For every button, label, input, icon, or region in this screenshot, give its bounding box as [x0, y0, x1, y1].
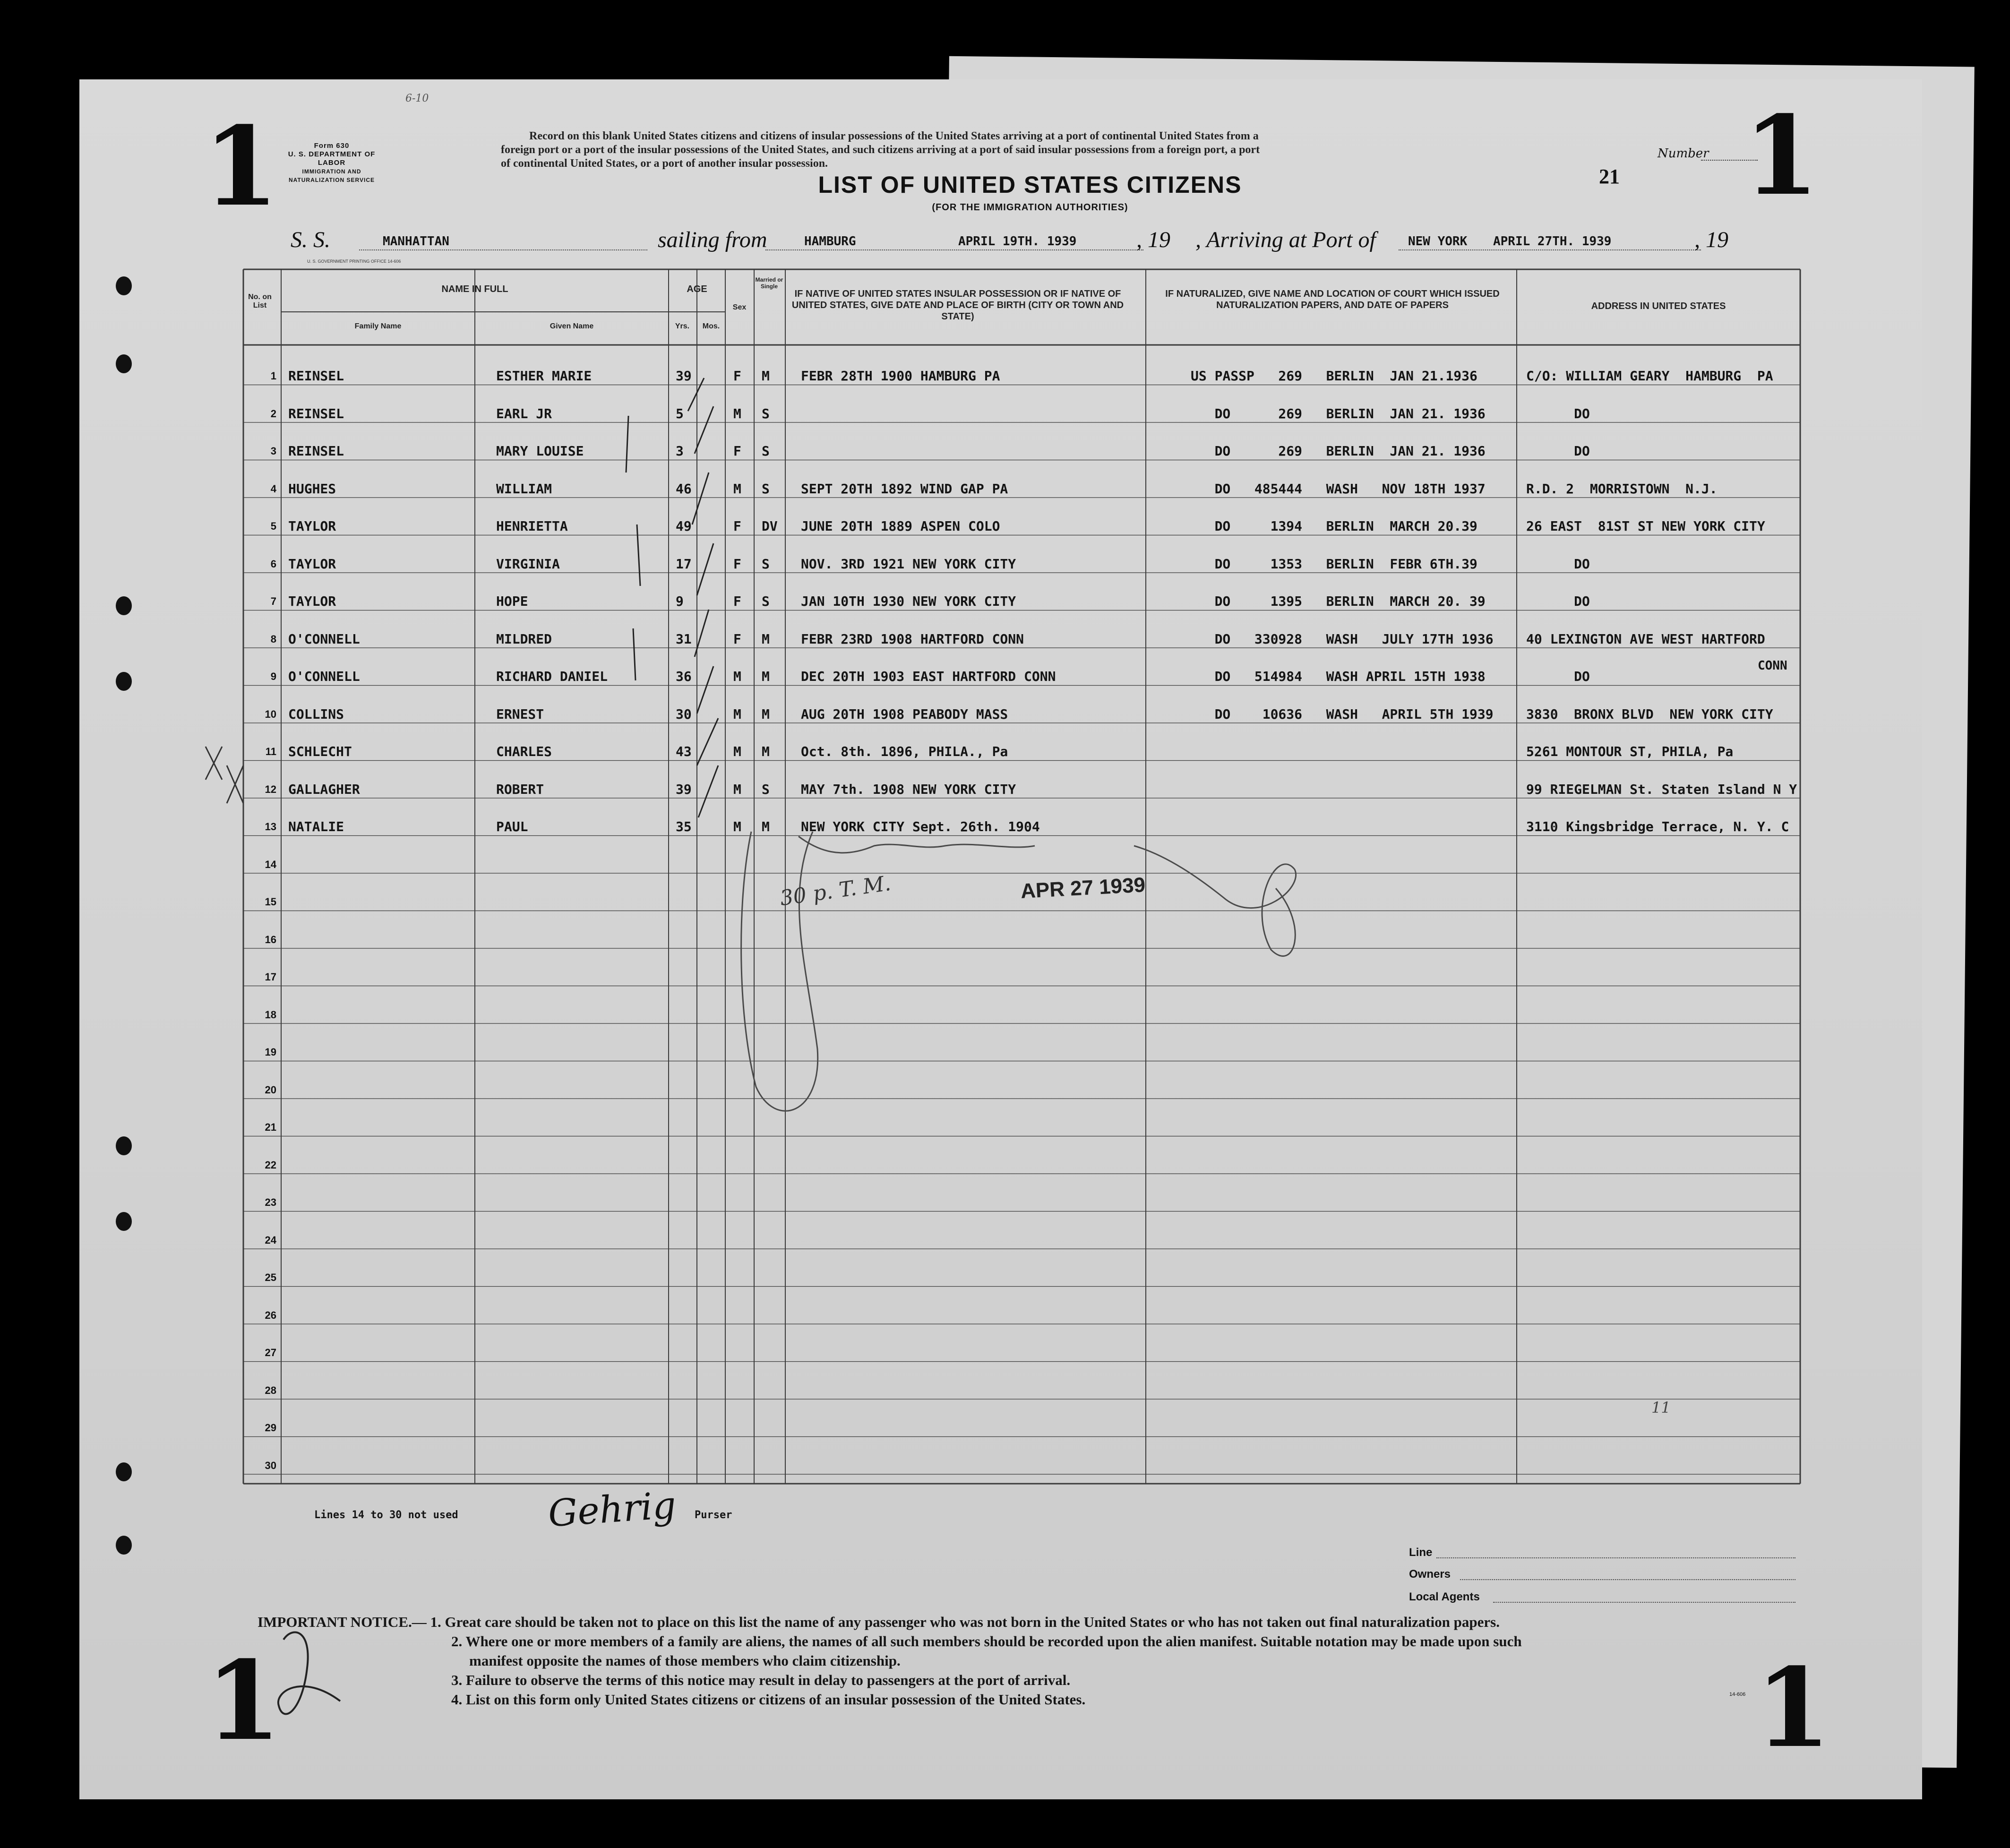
instruction-line: foreign port or a port of the insular possessions of the United States, and such citizens arriving at a port of said insular possessions from a foreign port, a port: [501, 144, 1260, 156]
sex: M: [733, 481, 741, 497]
corner-number-top-right: 1: [1744, 92, 1820, 220]
given-name: PAUL: [496, 819, 528, 834]
page-title: LIST OF UNITED STATES CITIZENS: [818, 172, 1242, 198]
ship-name: MANHATTAN: [383, 234, 449, 249]
row-number: 16: [265, 933, 276, 945]
row-number: 25: [265, 1272, 276, 1283]
row-number: 19: [265, 1046, 276, 1058]
marital-status: DV: [762, 518, 778, 534]
row-number: 29: [265, 1422, 276, 1434]
row-number: 9: [270, 670, 276, 682]
sex: F: [733, 593, 741, 609]
header-naturalization: IF NATURALIZED, GIVE NAME AND LOCATION OF COURT WHICH ISSUED NATURALIZATION PAPERS, AND DATE OF PAPERS: [1165, 289, 1500, 310]
print-code: U. S. GOVERNMENT PRINTING OFFICE 14-606: [307, 259, 401, 264]
marital-status: M: [762, 631, 770, 647]
age-years: 36: [676, 669, 692, 684]
given-name: ROBERT: [496, 781, 544, 797]
family-name: TAYLOR: [288, 593, 336, 609]
header-place-of-birth: IF NATIVE OF UNITED STATES INSULAR POSSESSION OR IF NATIVE OF UNITED STATES, GIVE DATE AND PLACE OF BIRTH (CITY OR TOWN AND STATE): [791, 289, 1124, 322]
family-name: O'CONNELL: [288, 669, 360, 684]
family-name: SCHLECHT: [288, 744, 352, 759]
us-address: DO: [1526, 405, 1590, 421]
row-number: 4: [270, 482, 276, 495]
given-name: ESTHER MARIE: [496, 368, 592, 384]
naturalization-info: DO 269 BERLIN JAN 21. 1936: [1191, 443, 1486, 459]
owners-label: Owners: [1409, 1568, 1451, 1581]
given-name: CHARLES: [496, 744, 552, 759]
place-of-birth: FEBR 28TH 1900 HAMBURG PA: [801, 368, 1000, 384]
arrival-stamp: APR 27 1939: [1020, 873, 1146, 903]
naturalization-info: DO 514984 WASH APRIL 15TH 1938: [1191, 669, 1486, 684]
place-of-birth: Oct. 8th. 1896, PHILA., Pa: [801, 744, 1008, 759]
place-of-birth: SEPT 20TH 1892 WIND GAP PA: [801, 481, 1008, 497]
row-number: 20: [265, 1083, 276, 1096]
year-label: , 19: [1694, 227, 1728, 252]
row-number: 8: [270, 633, 276, 645]
row-number: 30: [265, 1459, 276, 1471]
sex: F: [733, 631, 741, 647]
marital-status: S: [762, 593, 770, 609]
sex: F: [733, 556, 741, 572]
family-name: REINSEL: [288, 405, 344, 421]
age-years: 17: [676, 556, 692, 572]
notice-item-3: 3. Failure to observe the terms of this notice may result in delay to passengers at the port of arrival.: [451, 1672, 1071, 1688]
place-of-birth: NEW YORK CITY Sept. 26th. 1904: [801, 819, 1040, 834]
us-address: DO: [1526, 556, 1590, 572]
place-of-birth: FEBR 23RD 1908 HARTFORD CONN: [801, 631, 1024, 647]
us-address: 5261 MONTOUR ST, PHILA, Pa: [1526, 744, 1734, 759]
header-age: AGE: [687, 284, 707, 294]
header-sex: Sex: [732, 303, 747, 311]
form-number: Form 630: [314, 142, 350, 150]
age-years: 49: [676, 518, 692, 534]
instruction-line: Record on this blank United States citizens and citizens of insular possessions of the United States arriving at a port of continental United States from a: [529, 130, 1259, 142]
sex: M: [733, 405, 741, 421]
row-number: 23: [265, 1196, 276, 1208]
family-name: COLLINS: [288, 706, 344, 722]
notice-heading: IMPORTANT NOTICE.—: [258, 1614, 427, 1630]
marital-status: M: [762, 819, 770, 834]
arriving-label: , Arriving at Port of: [1195, 227, 1376, 252]
sailing-label: sailing from: [658, 227, 767, 252]
sex: M: [733, 781, 741, 797]
header-given-name: Given Name: [550, 322, 594, 330]
family-name: HUGHES: [288, 481, 336, 497]
place-of-birth: JUNE 20TH 1889 ASPEN COLO: [801, 518, 1000, 534]
number-label: Number: [1658, 146, 1709, 161]
age-years: 3: [676, 443, 684, 459]
notice-item-1: 1. Great care should be taken not to place on this list the name of any passenger who was not born in the United States or who has not taken out final naturalization papers.: [430, 1614, 1500, 1630]
header-name-in-full: NAME IN FULL: [441, 284, 508, 294]
purser-label: Purser: [695, 1509, 732, 1521]
us-address: DO: [1526, 593, 1590, 609]
row-number: 7: [270, 595, 276, 607]
age-years: 43: [676, 744, 692, 759]
naturalization-info: US PASSP 269 BERLIN JAN 21.1936: [1191, 368, 1477, 384]
marital-status: S: [762, 556, 770, 572]
given-name: HOPE: [496, 593, 528, 609]
age-years: 35: [676, 819, 692, 834]
marital-status: S: [762, 443, 770, 459]
us-address: C/O: WILLIAM GEARY HAMBURG PA: [1526, 368, 1773, 384]
corner-number-bottom-left: 1: [206, 1637, 282, 1765]
age-years: 31: [676, 631, 692, 647]
naturalization-info: DO 10636 WASH APRIL 5TH 1939: [1191, 706, 1494, 722]
instruction-line: of continental United States, or a port of another insular possession.: [501, 157, 828, 170]
marital-status: M: [762, 706, 770, 722]
us-address: R.D. 2 MORRISTOWN N.J.: [1526, 481, 1718, 497]
sex: M: [733, 706, 741, 722]
sex: M: [733, 744, 741, 759]
us-address: DO: [1526, 669, 1590, 684]
row-number: 2: [270, 407, 276, 420]
given-name: ERNEST: [496, 706, 544, 722]
given-name: MARY LOUISE: [496, 443, 584, 459]
pencil-note: 6-10: [405, 93, 429, 104]
year-label: , 19: [1136, 227, 1170, 252]
us-address: 3110 Kingsbridge Terrace, N. Y. C: [1526, 819, 1789, 834]
marital-status: M: [762, 744, 770, 759]
page-subtitle: (FOR THE IMMIGRATION AUTHORITIES): [932, 202, 1128, 213]
row-number: 15: [265, 896, 276, 908]
row-number: 10: [265, 708, 276, 720]
given-name: MILDRED: [496, 631, 552, 647]
row-number: 1: [270, 370, 276, 382]
family-name: REINSEL: [288, 368, 344, 384]
row-number: 11: [265, 746, 276, 757]
form-department: U. S. DEPARTMENT OF LABOR: [288, 150, 376, 167]
header-list-number: No. on List: [248, 293, 272, 309]
us-address: 3830 BRONX BLVD NEW YORK CITY: [1526, 706, 1773, 722]
row-number: 27: [265, 1347, 276, 1358]
header-married-single: Married or Single: [755, 276, 783, 290]
marital-status: S: [762, 781, 770, 797]
row-number: 12: [265, 783, 276, 795]
given-name: EARL JR: [496, 405, 552, 421]
age-years: 5: [676, 405, 684, 421]
age-years: 46: [676, 481, 692, 497]
corner-number-bottom-right: 1: [1755, 1644, 1831, 1772]
form-code: 14-606: [1729, 1692, 1746, 1697]
row-number: 21: [265, 1121, 276, 1133]
departure-date: APRIL 19TH. 1939: [958, 234, 1077, 249]
sex: F: [733, 518, 741, 534]
family-name: O'CONNELL: [288, 631, 360, 647]
marital-status: M: [762, 368, 770, 384]
naturalization-info: DO 1394 BERLIN MARCH 20.39: [1191, 518, 1477, 534]
marital-status: M: [762, 669, 770, 684]
place-of-birth: JAN 10TH 1930 NEW YORK CITY: [801, 593, 1016, 609]
row-number: 14: [265, 858, 276, 870]
place-of-birth: NOV. 3RD 1921 NEW YORK CITY: [801, 556, 1016, 572]
family-name: TAYLOR: [288, 518, 336, 534]
place-of-birth: DEC 20TH 1903 EAST HARTFORD CONN: [801, 669, 1056, 684]
family-name: NATALIE: [288, 819, 344, 834]
sex: M: [733, 819, 741, 834]
arrival-port: NEW YORK: [1408, 234, 1468, 249]
row-number: 3: [270, 445, 276, 457]
row-number: 13: [265, 821, 276, 833]
header-family-name: Family Name: [354, 322, 402, 330]
given-name: HENRIETTA: [496, 518, 568, 534]
sex: M: [733, 669, 741, 684]
notice-item-4: 4. List on this form only United States citizens or citizens of an insular possession of the United States.: [451, 1691, 1086, 1708]
naturalization-info: DO 269 BERLIN JAN 21. 1936: [1191, 405, 1486, 421]
naturalization-info: DO 1395 BERLIN MARCH 20. 39: [1191, 593, 1486, 609]
row-number: 24: [265, 1234, 276, 1246]
given-name: VIRGINIA: [496, 556, 560, 572]
age-years: 39: [676, 368, 692, 384]
purser-signature: Gehrig: [547, 1484, 678, 1536]
row-number: 26: [265, 1309, 276, 1321]
naturalization-info: DO 1353 BERLIN FEBR 6TH.39: [1191, 556, 1477, 572]
form-service: IMMIGRATION AND NATURALIZATION SERVICE: [288, 168, 375, 183]
row-number: 6: [270, 558, 276, 570]
row-number: 5: [270, 520, 276, 532]
row-number: 28: [265, 1384, 276, 1396]
marital-status: S: [762, 481, 770, 497]
given-name: RICHARD DANIEL: [496, 669, 608, 684]
row-number: 22: [265, 1159, 276, 1171]
age-years: 9: [676, 593, 684, 609]
row-number: 18: [265, 1008, 276, 1021]
header-address: ADDRESS IN UNITED STATES: [1591, 301, 1726, 311]
sex: F: [733, 368, 741, 384]
corner-number-top-left: 1: [203, 103, 279, 231]
sheet-number: 21: [1599, 165, 1620, 188]
address-continuation: CONN: [1758, 659, 1787, 673]
family-name: TAYLOR: [288, 556, 336, 572]
notice-item-2: 2. Where one or more members of a family are aliens, the names of all such members should be recorded upon the alien manifest. Suitable notation may be made upon such: [451, 1633, 1522, 1650]
header-years: Yrs.: [675, 322, 690, 330]
header-months: Mos.: [702, 322, 720, 330]
notice-item-2-continued: manifest opposite the names of those members who claim citizenship.: [469, 1652, 901, 1669]
us-address: 99 RIEGELMAN St. Staten Island N Y: [1526, 781, 1797, 797]
naturalization-info: DO 485444 WASH NOV 18TH 1937: [1191, 481, 1486, 497]
family-name: GALLAGHER: [288, 781, 360, 797]
us-address: DO: [1526, 443, 1590, 459]
row-number: 17: [265, 971, 276, 983]
line-label: Line: [1409, 1546, 1433, 1559]
age-years: 39: [676, 781, 692, 797]
arrival-date: APRIL 27TH. 1939: [1493, 234, 1612, 249]
sex: F: [733, 443, 741, 459]
us-address: 26 EAST 81ST ST NEW YORK CITY: [1526, 518, 1765, 534]
age-years: 30: [676, 706, 692, 722]
lines-not-used-note: Lines 14 to 30 not used: [314, 1509, 458, 1521]
margin-mark: 11: [1651, 1399, 1671, 1417]
place-of-birth: AUG 20TH 1908 PEABODY MASS: [801, 706, 1008, 722]
departure-port: HAMBURG: [804, 234, 856, 249]
ss-label: S. S.: [291, 227, 330, 252]
inspector-marks: 30 p. T. M.: [778, 871, 893, 911]
naturalization-info: DO 330928 WASH JULY 17TH 1936: [1191, 631, 1494, 647]
family-name: REINSEL: [288, 443, 344, 459]
marital-status: S: [762, 405, 770, 421]
given-name: WILLIAM: [496, 481, 552, 497]
us-address: 40 LEXINGTON AVE WEST HARTFORD: [1526, 631, 1765, 647]
agents-label: Local Agents: [1409, 1590, 1480, 1603]
place-of-birth: MAY 7th. 1908 NEW YORK CITY: [801, 781, 1016, 797]
